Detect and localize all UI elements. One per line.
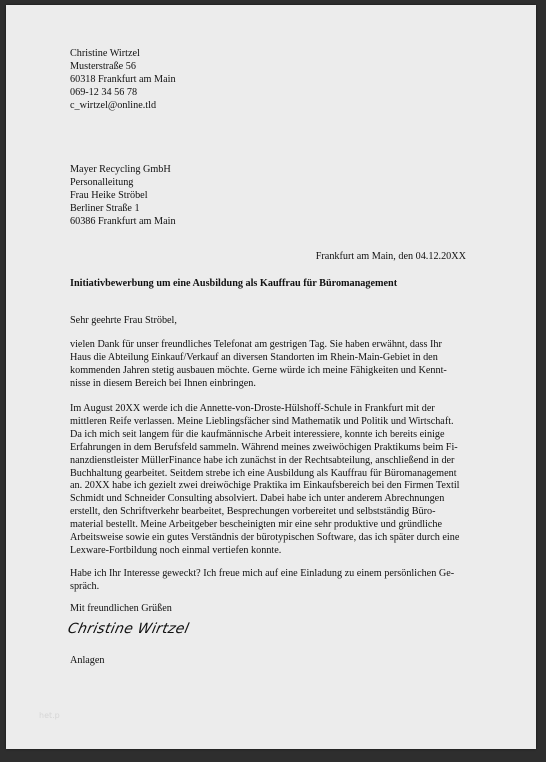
sender-phone: 069-12 34 56 78 [70, 86, 138, 98]
paragraph-line: Lexware-Fortbildung noch einmal vertiefen konnte. [70, 544, 282, 556]
paragraph-line: material bestellt. Meine Arbeitgeber bescheinigten mir eine sehr produktive und gründliche [70, 519, 443, 531]
paragraph-line: Arbeitsweise sowie ein gutes Verständnis der bürotypischen Software, das ich später durch eine [70, 532, 460, 544]
paragraph-line: Habe ich Ihr Interesse geweckt? Ich freue mich auf eine Einladung zu einem persönlichen Ge- [70, 568, 455, 579]
subject-line: Initiativbewerbung um eine Ausbildung als Kauffrau für Büromanagement [70, 278, 398, 289]
paragraph-line: Buchhaltung gearbeitet. Seitdem strebe ich eine Ausbildung als Kauffrau für Büromanagement [70, 467, 457, 479]
closing-phrase: Mit freundlichen Grüßen [70, 603, 172, 614]
letter-page [6, 5, 536, 749]
paragraph-line: an. 20XX habe ich gezielt zwei dreiwöchige Praktika im Einkaufsbereich bei den Firmen Textil [70, 480, 460, 492]
paragraph-line: Haus die Abteilung Einkauf/Verkauf an diversen Standorten im Rhein-Main-Gebiet in den [70, 351, 438, 363]
recipient-street: Berliner Straße 1 [70, 202, 140, 214]
sender-city: 60318 Frankfurt am Main [70, 73, 176, 85]
recipient-department: Personalleitung [70, 176, 134, 188]
enclosure-note: Anlagen [70, 655, 105, 666]
paragraph-line: Im August 20XX werde ich die Annette-von-Droste-Hülshoff-Schule in Frankfurt mit der [70, 403, 435, 414]
watermark: het.p [39, 711, 60, 720]
paragraph-line: nanzdienstleister MüllerFinance habe ich zunächst in der Rechtsabteilung, anschließend in der [70, 454, 455, 466]
body-paragraph [70, 403, 480, 558]
body-paragraph [70, 568, 480, 594]
sender-address [70, 48, 480, 113]
recipient-contact: Frau Heike Ströbel [70, 189, 148, 201]
paragraph-line: mittleren Reife verlassen. Meine Lieblingsfächer sind Mathematik und Politik und Wirtschaft. [70, 415, 454, 427]
recipient-company: Mayer Recycling GmbH [70, 164, 171, 175]
paragraph-line: Erfahrungen in dem Berufsfeld sammeln. Während meines zweiwöchigen Praktikums beim Fi- [70, 441, 458, 453]
paragraph-line: kommenden Jahren stetig ausbauen möchte. Gerne würde ich meine Fähigkeiten und Kennt- [70, 364, 447, 376]
sender-email: c_wirtzel@online.tld [70, 99, 157, 111]
paragraph-line: erstellt, den Schriftverkehr bearbeitet, Besprechungen vorbereitet und selbstständig Büro- [70, 506, 436, 518]
recipient-city: 60386 Frankfurt am Main [70, 215, 176, 227]
paragraph-line: nisse in diesem Bereich bei Ihnen einbringen. [70, 377, 256, 389]
sender-name: Christine Wirtzel [70, 48, 140, 59]
paragraph-line: Da ich mich seit langem für die kaufmännische Arbeit interessiere, konnte ich bereits einige [70, 428, 445, 440]
paragraph-line: vielen Dank für unser freundliches Telefonat am gestrigen Tag. Sie haben erwähnt, dass Ihr [70, 339, 442, 350]
paragraph-line: Schmidt und Schneider Consulting absolviert. Dabei habe ich unter anderem Abrechnungen [70, 493, 445, 505]
handwritten-signature: Christine Wirtzel [66, 621, 191, 637]
salutation: Sehr geehrte Frau Ströbel, [70, 315, 177, 326]
date-line: Frankfurt am Main, den 04.12.20XX [315, 251, 466, 262]
paragraph-line: spräch. [70, 580, 100, 592]
recipient-address [70, 164, 480, 229]
sender-street: Musterstraße 56 [70, 60, 136, 72]
body-paragraph [70, 339, 480, 391]
